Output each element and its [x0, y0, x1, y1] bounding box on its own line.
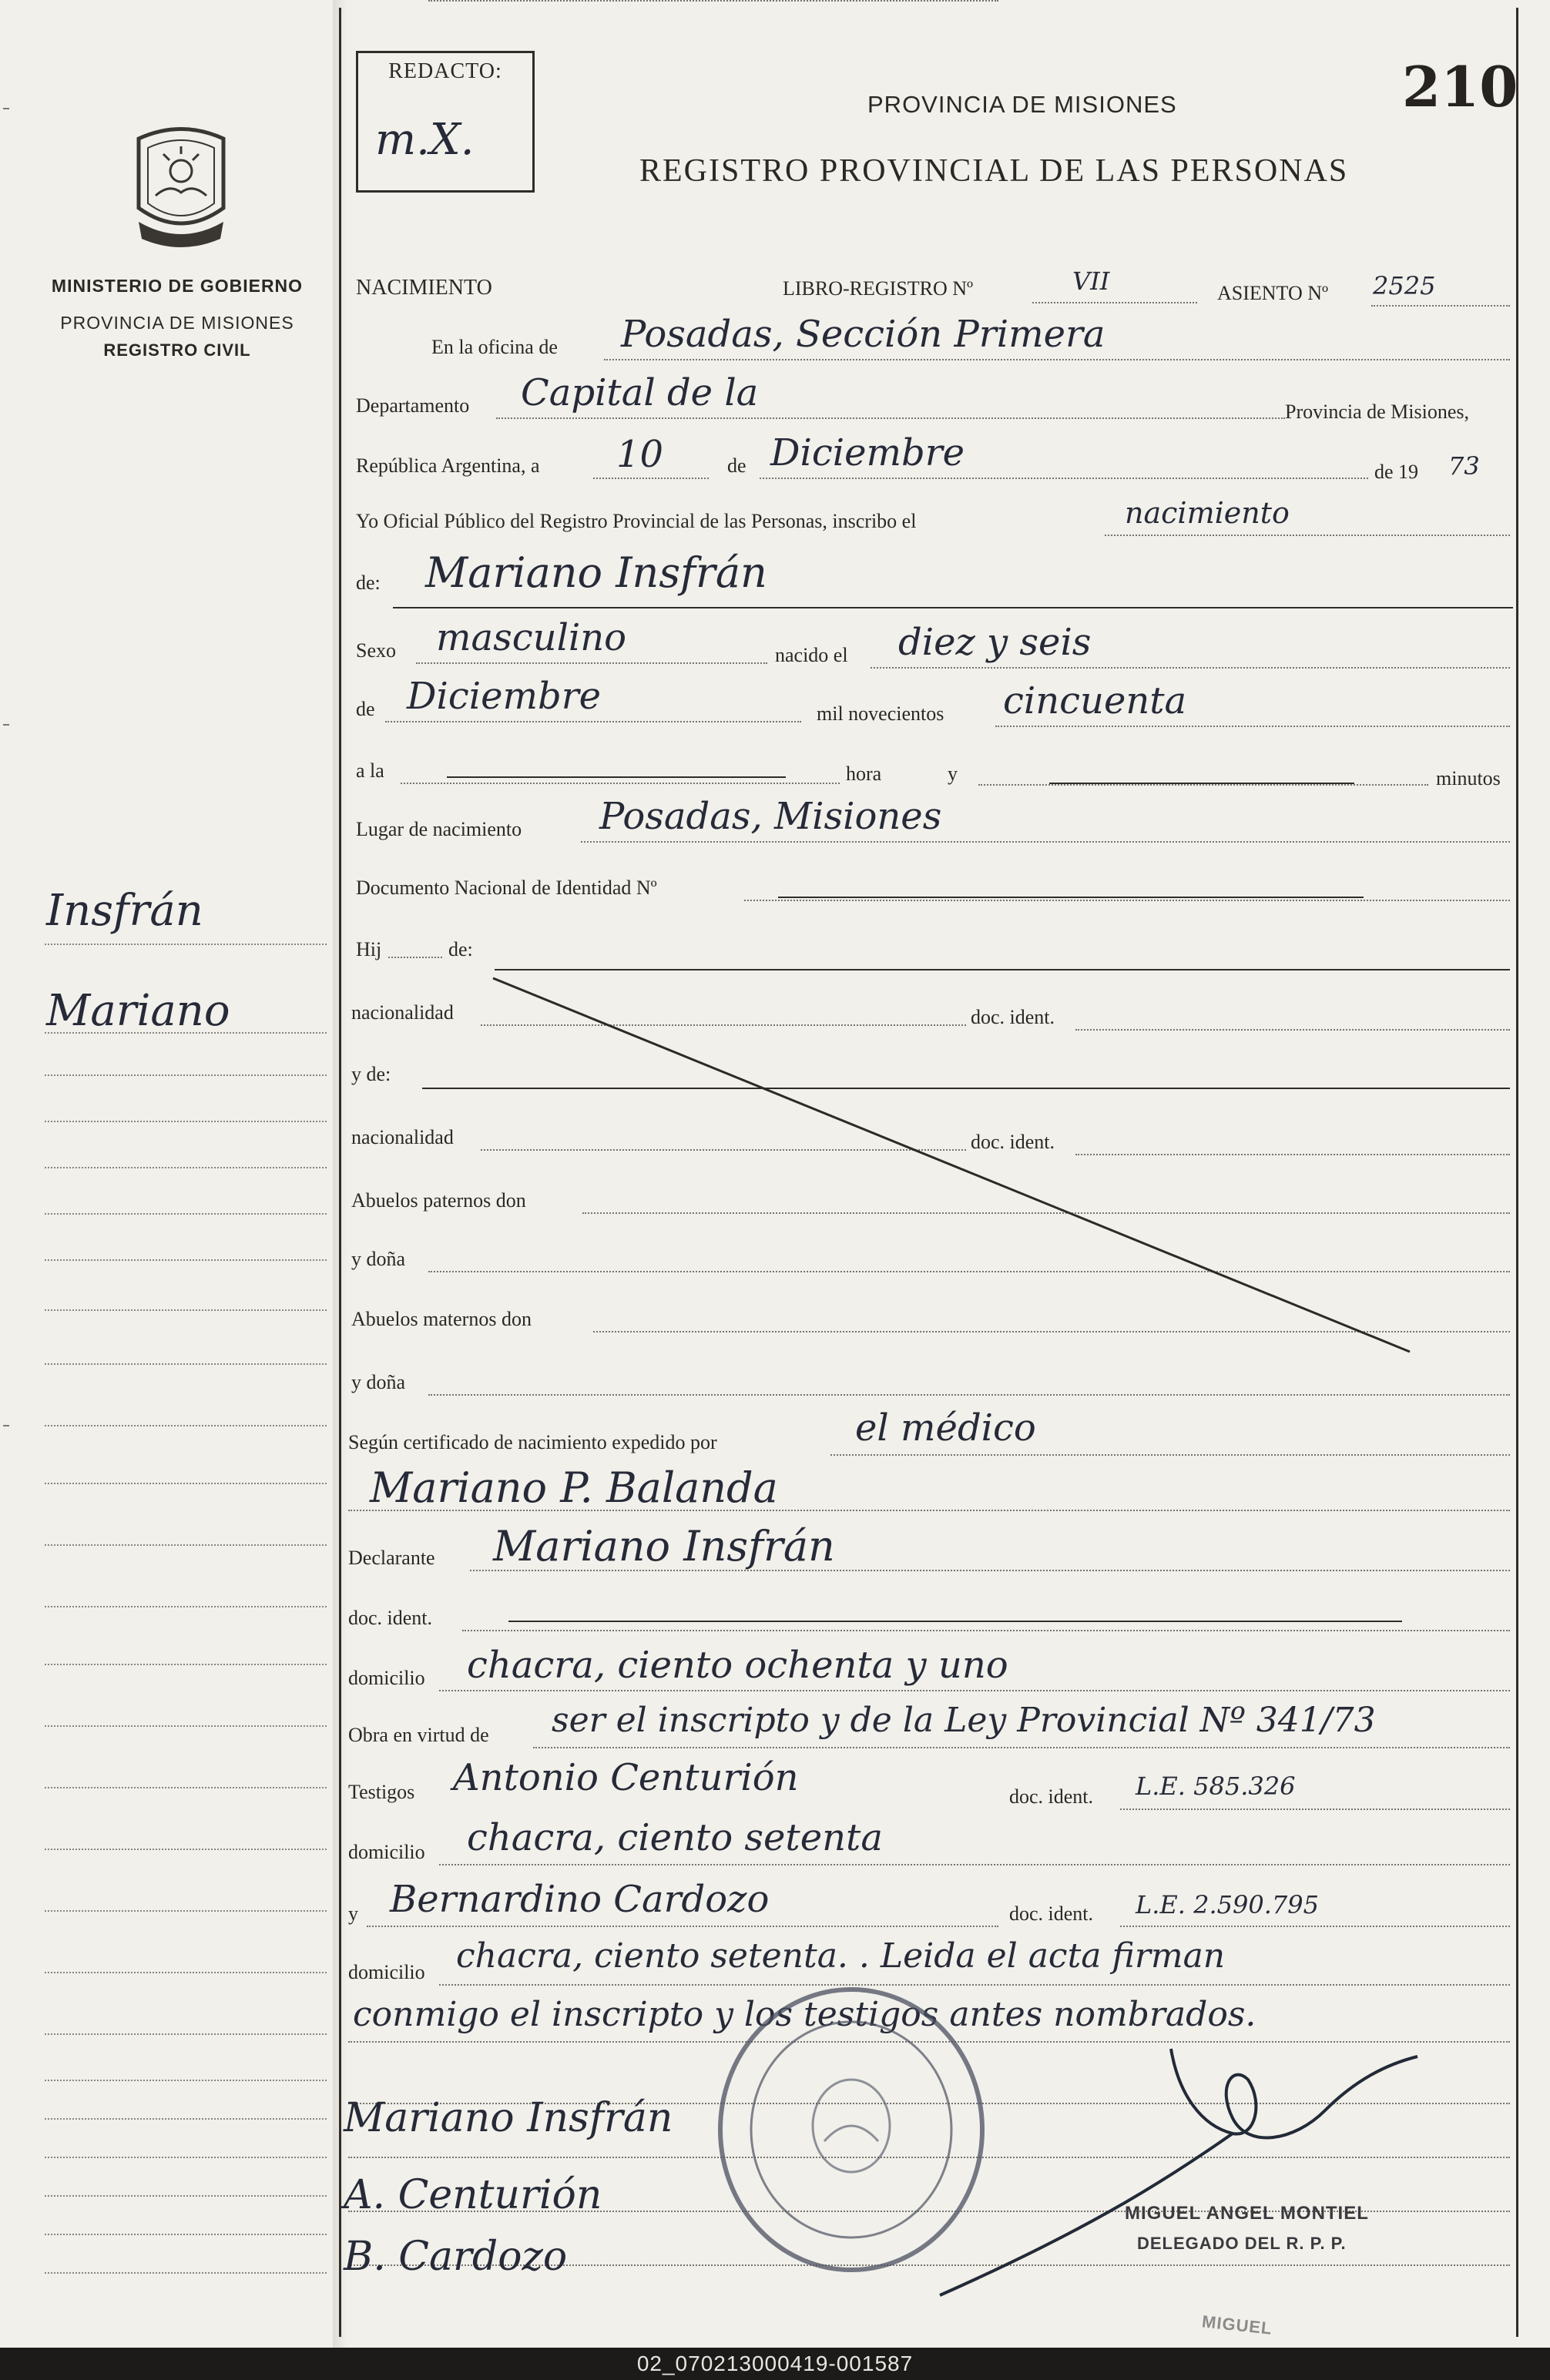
testigo1-doc-line [1120, 1808, 1510, 1810]
anio-value: 73 [1448, 451, 1480, 481]
segun-line [830, 1454, 1510, 1456]
doc-ident2-label: doc. ident. [971, 1131, 1055, 1153]
official-title: DELEGADO DEL R. P. P. [1137, 2234, 1347, 2253]
obra-line [533, 1747, 1510, 1748]
asiento-value: 2525 [1373, 271, 1436, 300]
testigo2-doc-line [1120, 1926, 1510, 1927]
libro-label: LIBRO-REGISTRO Nº [783, 277, 974, 300]
a-la-label: a la [356, 759, 384, 782]
signature-testigo2: B. Cardozo [344, 2234, 568, 2280]
domicilio-line [439, 1690, 1510, 1691]
segun-value: el médico [855, 1406, 1036, 1450]
doc-ident3-rule [508, 1621, 1402, 1622]
lugar-value: Posadas, Misiones [599, 795, 942, 838]
de3-label: de [356, 698, 375, 720]
redacto-initials: m.X. [375, 115, 475, 165]
y2-label: y [348, 1902, 358, 1925]
doc-ident5-label: doc. ident. [1009, 1902, 1094, 1925]
testigos-label: Testigos [348, 1781, 415, 1803]
ministry-office: REGISTRO CIVIL [103, 340, 251, 360]
image-id-footer [0, 2348, 1550, 2380]
doc-ident3-dots [462, 1630, 1510, 1631]
yo-oficial-label: Yo Oficial Público del Registro Provincial de las Personas, inscribo el [356, 510, 917, 532]
ministry-title: MINISTERIO DE GOBIERNO [51, 276, 304, 296]
anio-nac-value: cincuenta [1003, 679, 1187, 722]
doc-ident-label: doc. ident. [971, 1006, 1055, 1028]
declarante-label: Declarante [348, 1547, 435, 1569]
margin-given-name: Mariano [46, 986, 230, 1036]
signature-testigo1: A. Centurión [344, 2172, 602, 2218]
nacimiento-label: NACIMIENTO [356, 276, 492, 300]
margin-surname: Insfrán [46, 886, 203, 936]
abuelos-paternos-label: Abuelos paternos don [351, 1189, 526, 1212]
nacido-label: nacido el [775, 644, 848, 666]
y-dona2-label: y doña [351, 1371, 406, 1393]
redacto-label: REDACTO: [388, 59, 502, 83]
obra-label: Obra en virtud de [348, 1724, 489, 1746]
nacionalidad2-label: nacionalidad [351, 1126, 454, 1148]
obra-value: ser el inscripto y de la Ley Provincial Nº 341/73 [552, 1701, 1376, 1740]
abuelos-maternos-label: Abuelos maternos don [351, 1308, 532, 1330]
testigo1-line [428, 0, 998, 2]
header-province: PROVINCIA DE MISIONES [867, 91, 1177, 118]
domicilio3-label: domicilio [348, 1961, 425, 1983]
mes-nac-value: Diciembre [407, 675, 602, 718]
nacionalidad-label: nacionalidad [351, 1001, 454, 1024]
lugar-label: Lugar de nacimiento [356, 818, 522, 840]
domicilio3-value: chacra, ciento setenta. . Leida el acta firman [456, 1936, 1226, 1976]
domicilio2-label: domicilio [348, 1841, 425, 1863]
de2-label: de: [356, 572, 381, 594]
oficina-value: Posadas, Sección Primera [621, 313, 1105, 356]
dia-value: 10 [616, 433, 664, 476]
mes-value: Diciembre [770, 431, 965, 474]
doc-ident3-label: doc. ident. [348, 1607, 433, 1629]
y-de-label: y de: [351, 1063, 391, 1085]
departamento-label: Departamento [356, 394, 470, 417]
testigo2-line [367, 1926, 998, 1927]
hora-label: hora [846, 763, 882, 785]
testigo1-doc: L.E. 585.326 [1136, 1772, 1296, 1801]
nombre-value: Mariano Insfrán [425, 548, 767, 597]
domicilio-value: chacra, ciento ochenta y uno [467, 1644, 1008, 1687]
signature-inscripto: Mariano Insfrán [344, 2095, 673, 2141]
minutos-label: minutos [1436, 767, 1501, 789]
hij-label: Hij [356, 938, 382, 960]
segun-label: Según certificado de nacimiento expedido por [348, 1431, 717, 1453]
domicilio2-value: chacra, ciento setenta [467, 1816, 883, 1859]
nacido-value: diez y seis [898, 621, 1092, 664]
provincia-label: Provincia de Misiones, [1285, 401, 1470, 423]
departamento-value: Capital de la [521, 371, 759, 414]
inscribo-value: nacimiento [1125, 496, 1290, 530]
republica-label: República Argentina, a [356, 454, 540, 477]
asiento-label: ASIENTO Nº [1217, 282, 1329, 304]
y-label: y [948, 763, 958, 785]
y-dona-label: y doña [351, 1248, 406, 1270]
sexo-label: Sexo [356, 639, 396, 662]
mil-label: mil novecientos [817, 702, 944, 725]
oficina-label: En la oficina de [431, 336, 558, 358]
doc-ident4-label: doc. ident. [1009, 1785, 1094, 1808]
registry-stamp-icon [709, 1979, 994, 2280]
image-id-text: 02_070213000419-001587 [636, 2352, 914, 2375]
header-title: REGISTRO PROVINCIAL DE LAS PERSONAS [639, 153, 1349, 189]
sexo-value: masculino [436, 616, 627, 659]
official-name: MIGUEL ANGEL MONTIEL [1125, 2203, 1369, 2224]
cierre-value: conmigo el inscripto y los testigos antes nombrados. [353, 1995, 1256, 2034]
testigo1-value: Antonio Centurión [453, 1756, 799, 1799]
de4-label: de: [448, 938, 473, 960]
medico-value: Mariano P. Balanda [370, 1463, 778, 1512]
domicilio2-line [439, 1864, 1510, 1865]
official-signature-icon [924, 2033, 1510, 2326]
testigo2-doc: L.E. 2.590.795 [1136, 1890, 1319, 1919]
page-number: 210 [1402, 54, 1518, 119]
anio-label: de 19 [1374, 461, 1419, 483]
bottom-stamp-fragment: MIGUEL [1200, 2311, 1273, 2338]
libro-value: VII [1072, 266, 1110, 296]
ministry-province: PROVINCIA DE MISIONES [60, 313, 294, 333]
dni-label: Documento Nacional de Identidad Nº [356, 877, 657, 899]
de-label: de [727, 454, 746, 477]
domicilio-label: domicilio [348, 1667, 425, 1689]
testigo2-value: Bernardino Cardozo [390, 1878, 770, 1921]
declarante-value: Mariano Insfrán [493, 1522, 835, 1570]
